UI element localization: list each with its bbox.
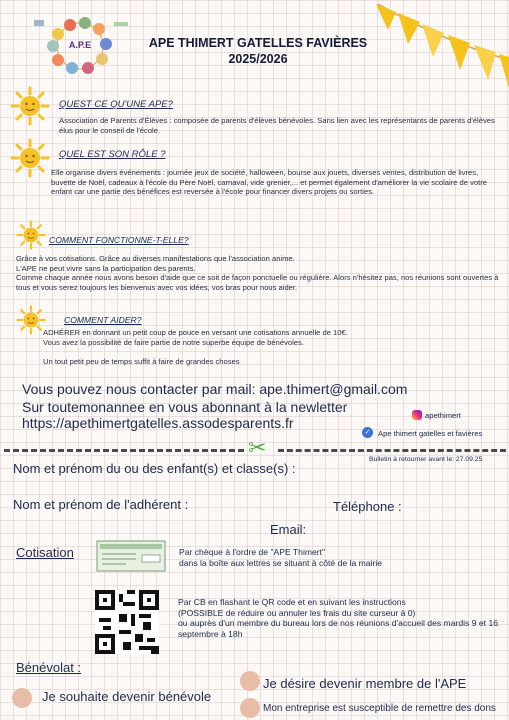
qr-code[interactable] (95, 590, 159, 654)
bunting-decoration (370, 0, 509, 95)
page-title: APE THIMERT GATELLES FAVIÈRES (148, 36, 368, 50)
section-question: COMMENT FONCTIONNE-T-ELLE? (49, 235, 189, 245)
donation-option-label: Mon entreprise est susceptible de remettre des dons (263, 703, 496, 714)
cut-line (278, 449, 506, 452)
contact-newsletter-line: Sur toutemonannee en vous abonnant à la newletter (22, 399, 348, 415)
contact-email-line: Vous pouvez nous contacter par mail: ape.thimert@gmail.com (22, 381, 408, 397)
section-question: QUEL EST SON RÔLE ? (59, 149, 166, 160)
children-field-label: Nom et prénom du ou des enfant(s) et classe(s) : (13, 461, 296, 476)
contact-website-link[interactable]: https://apethimertgatelles.assodesparents.fr (22, 415, 294, 431)
section-text: Elle organise divers événements : journée jeux de société, halloween, bourse aux jouets, diverses ventes, distribution de livres, buvette de Noël, cadeaux à l'école du Père Noël, carnaval, vide grenier,... et permet également d'améliorer la vie scolaire de votre enfant car une partie des bénéfices est reversée à l'école pour financer divers projets ou sorties. (51, 168, 487, 197)
sun-icon (16, 305, 46, 335)
donation-checkbox[interactable] (240, 698, 260, 718)
section-question: COMMENT AIDER? (64, 315, 142, 325)
facebook-page[interactable]: Ape thimert gatelles et favières (378, 429, 483, 438)
logo (30, 14, 134, 80)
instagram-handle[interactable]: apethimert (425, 411, 461, 420)
member-checkbox[interactable] (240, 671, 260, 691)
deadline-note: Bulletin à retourner avant le: 27.09.25 (369, 456, 483, 463)
sun-icon (10, 138, 50, 178)
section-question: QUEST CE QU'UNE APE? (59, 99, 173, 110)
logo-text: A.P.E (68, 40, 92, 50)
page-year: 2025/2026 (228, 52, 288, 66)
member-option-label: Je désire devenir membre de l'APE (263, 676, 467, 691)
section-text: Grâce à vos cotisations. Grâce au diverses manifestations que l'association anime. L'APE ne peut vivre sans la participation des parents. Comme chaque année nous avons besoin d'aide que ce soit de façon ponctuelle ou régulière. Alors n'hésitez pas, nos réunions sont ouvertes à tous et vous serez toujours les bienvenus avec vos idées, vos bras pour nous aider. (16, 254, 499, 292)
cotisation-title: Cotisation (16, 545, 74, 560)
scissors-icon: ✂ (248, 435, 267, 460)
cheque-instructions: Par chèque à l'ordre de "APE Thimert" dans la boîte aux lettres se situant à côté de la mairie (179, 547, 383, 568)
volunteer-option-label: Je souhaite devenir bénévole (42, 689, 212, 704)
member-name-label: Nom et prénom de l'adhérent : (13, 497, 189, 512)
sun-icon (16, 220, 46, 250)
volunteer-checkbox[interactable] (12, 688, 32, 708)
sun-icon (10, 86, 50, 126)
phone-label: Téléphone : (333, 499, 402, 514)
email-label: Email: (270, 522, 307, 537)
cheque-icon (96, 540, 166, 572)
section-text: Association de Parents d'Élèves : composée de parents d'élèves bénévoles. Sans lien avec les représentants de parents d'élèves élus pour le conseil de l'école. (59, 116, 495, 135)
benevolat-title: Bénévolat : (16, 660, 82, 675)
section-text: ADHÉRER en donnant un petit coup de pouce en versant une cotisations annuelle de 10€. Vous avez la possibilité de faire partie de notre superbe équipe de bénévoles. Un tout petit peu de temps suffit à faire de grandes choses (43, 328, 348, 366)
instagram-icon (412, 410, 422, 420)
cb-instructions: Par CB en flashant le QR code et en suivant les instructions (POSSIBLE de réduire ou annuler les frais du site curseur à 0) ou auprès d'un membre du bureau lors de nos réunions d'accueil des mardis 9 et 16 septembre à 18h (178, 597, 499, 639)
facebook-like-icon: ✓ (362, 427, 373, 438)
cut-line (4, 449, 244, 452)
